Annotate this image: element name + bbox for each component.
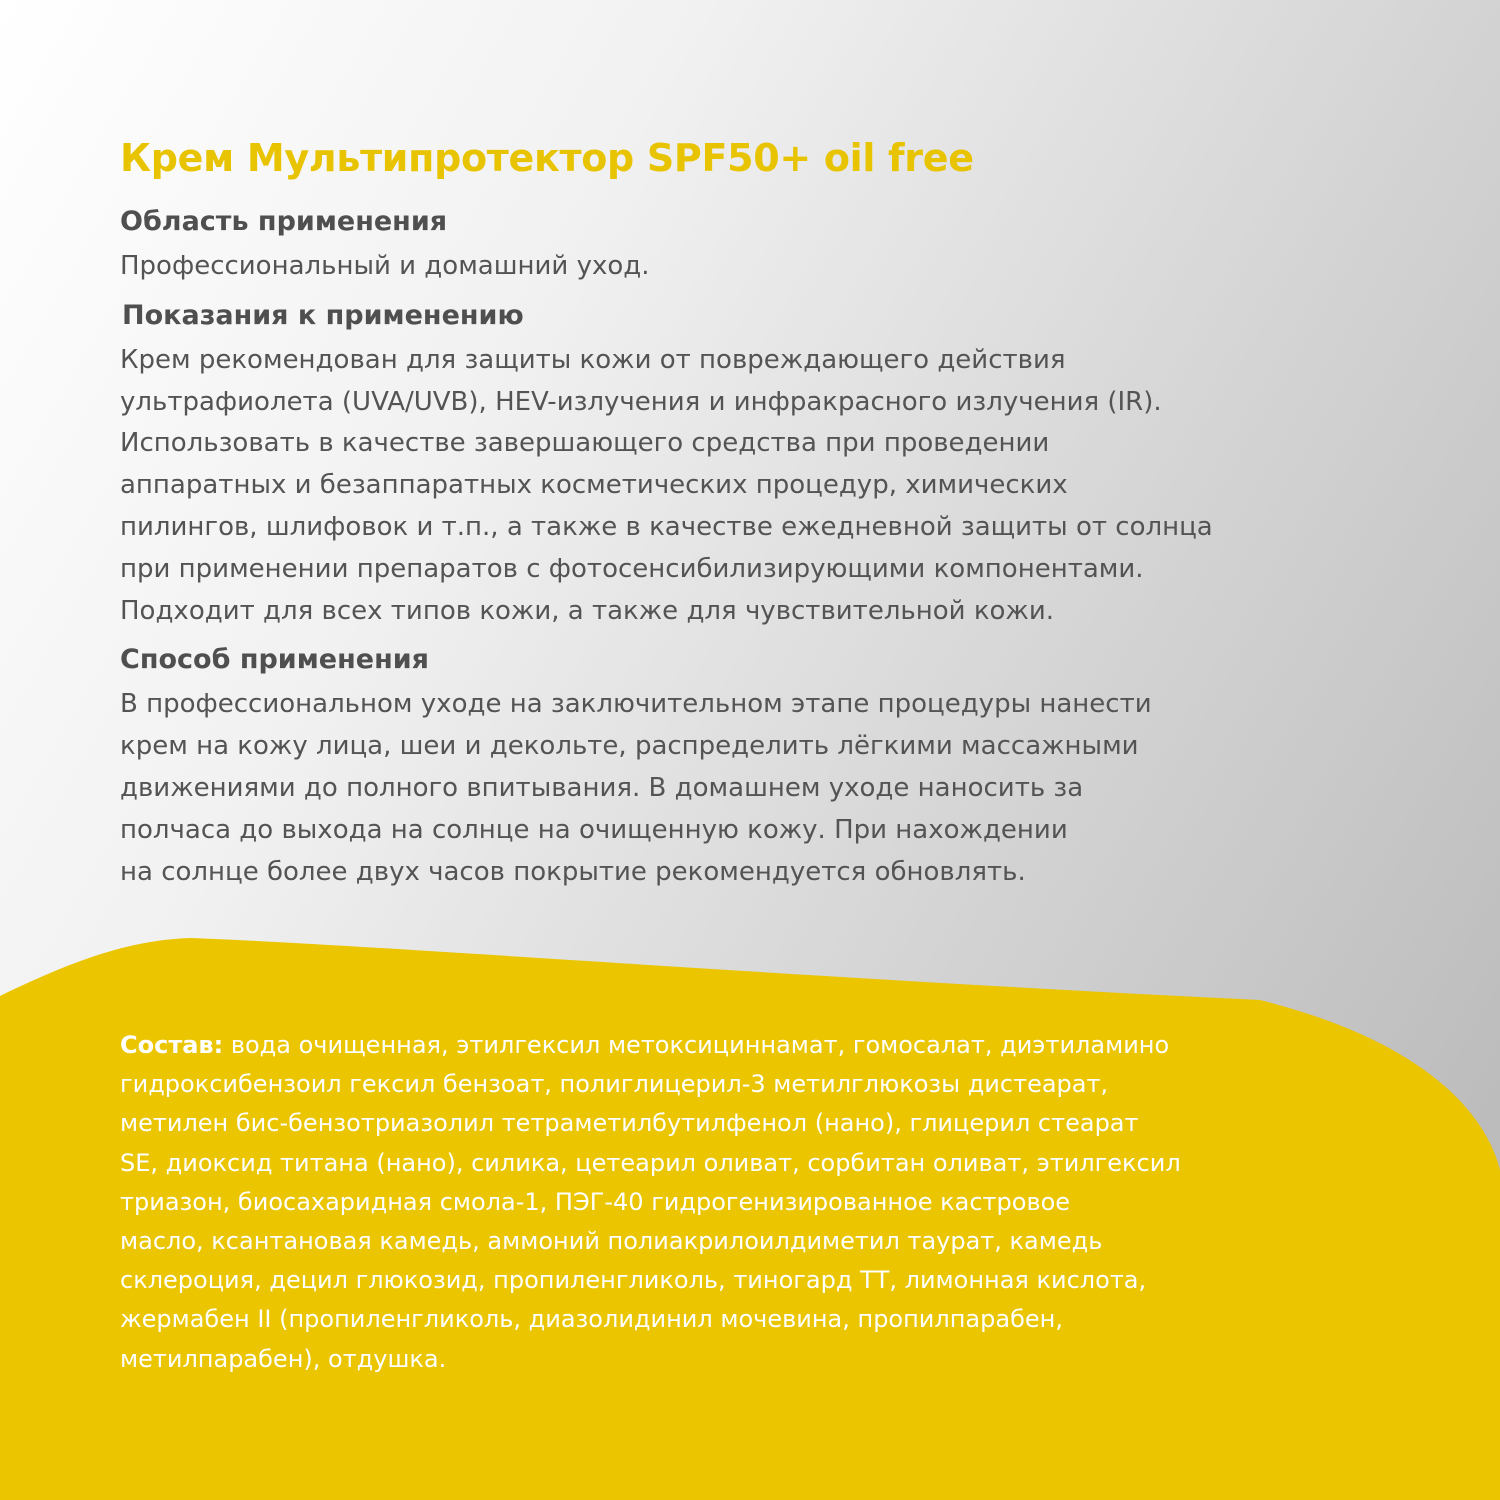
section-heading: Способ применения [120,644,429,676]
composition-line: гидроксибензоил гексил бензоат, полиглицерил-3 метилглюкозы дистеарат, [120,1070,1109,1099]
section-heading: Показания к применению [122,299,524,331]
section-application-method [120,640,1410,893]
section-text-line: Использовать в качестве завершающего средства при проведении [120,428,1050,459]
section-text-line: на солнце более двух часов покрытие рекомендуется обновлять. [120,856,1026,887]
section-text-line: Подходит для всех типов кожи, а также для чувствительной кожи. [120,595,1055,626]
composition-line: SE, диоксид титана (нано), силика, цетеарил оливат, сорбитан оливат, этилгексил [120,1148,1181,1177]
section-text-line: Крем рекомендован для защиты кожи от повреждающего действия [120,344,1066,375]
section-text-line: пилингов, шлифовок и т.п., а также в качестве ежедневной защиты от солнца [120,511,1213,542]
section-heading: Область применения [120,206,448,237]
composition-line: склероция, децил глюкозид, пропиленгликоль, тиногард ТТ, лимонная кислота, [120,1266,1147,1295]
composition-line [120,1026,1410,1065]
composition-block [120,1026,1410,1379]
page-title: Крем Мультипротектор SPF50+ oil free [120,136,974,180]
product-description [120,130,1410,901]
section-text-line: при применении препаратов с фотосенсибилизирующими компонентами. [120,553,1144,584]
section-text-line: В профессиональном уходе на заключительном этапе процедуры нанести [120,689,1152,720]
composition-line: масло, ксантановая камедь, аммоний полиакрилоилдиметил таурат, камедь [120,1227,1103,1256]
section-text-line: Профессиональный и домашний уход. [120,251,650,281]
composition-line: жермабен II (пропиленгликоль, диазолидинил мочевина, пропилпарабен, [120,1305,1063,1334]
section-indications [120,296,1410,633]
section-text-line: движениями до полного впитывания. В домашнем уходе наносить за [120,772,1084,803]
composition-line: метилен бис-бензотриазолил тетраметилбутилфенол (нано), глицерил стеарат [120,1109,1139,1138]
composition-line: триазон, биосахаридная смола-1, ПЭГ-40 гидрогенизированное кастровое [120,1187,1071,1216]
section-text-line: крем на кожу лица, шеи и декольте, распределить лёгкими массажными [120,731,1139,762]
section-text-line: аппаратных и безаппаратных косметических процедур, химических [120,470,1068,501]
composition-line: метилпарабен), отдушка. [120,1344,447,1373]
section-text-line: ультрафиолета (UVA/UVB), HEV-излучения и инфракрасного излучения (IR). [120,386,1162,417]
composition-label: Состав: [120,1031,224,1059]
section-text-line: полчаса до выхода на солнце на очищенную кожу. При нахождении [120,814,1068,845]
section-usage-area [120,202,1410,288]
composition-text: вода очищенная, этилгексил метоксициннамат, гомосалат, диэтиламино [223,1031,1170,1059]
